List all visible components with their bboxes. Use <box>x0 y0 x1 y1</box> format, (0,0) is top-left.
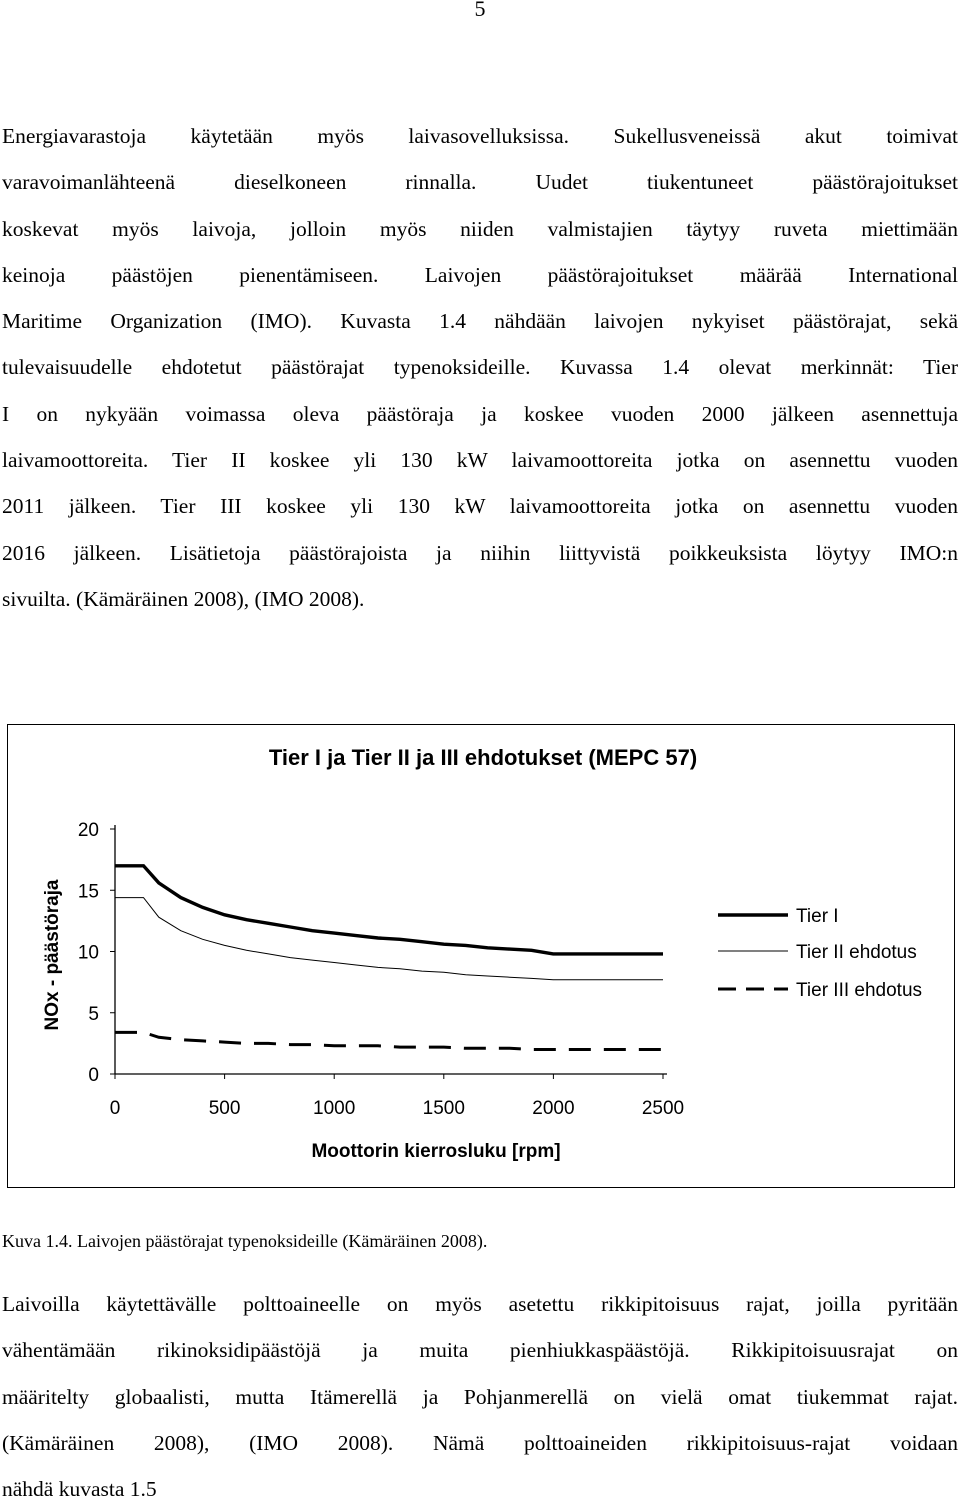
y-axis-label: NOx - päästöraja <box>42 879 63 1031</box>
y-tick-label: 10 <box>77 942 99 964</box>
text-line: Laivoilla käytettävälle polttoaineelle on myös asetettu rikkipitoisuus rajat, joilla pyritään <box>2 1292 958 1316</box>
chart-series-lines <box>115 866 663 1050</box>
figure-caption: Kuva 1.4. Laivojen päästörajat typenoksideille (Kämäräinen 2008). <box>2 1231 488 1251</box>
y-tick-label: 20 <box>77 820 99 841</box>
text-line: varavoimanlähteenä dieselkoneen rinnalla. Uudet tiukentuneet päästörajoitukset <box>2 170 958 195</box>
chart-axes <box>115 825 667 1074</box>
x-tick-label: 2000 <box>532 1098 575 1119</box>
text-line: Maritime Organization (IMO). Kuvasta 1.4 nähdään laivojen nykyiset päästörajat, sekä <box>2 309 958 334</box>
series-line-1 <box>115 866 663 954</box>
x-tick-label: 1500 <box>422 1098 465 1119</box>
text-line: koskevat myös laivoja, jolloin myös niiden valmistajien täytyy ruveta miettimään <box>2 216 958 241</box>
chart-title: Tier I ja Tier II ja III ehdotukset (MEPC 57) <box>268 745 698 770</box>
text-line: tulevaisuudelle ehdotetut päästörajat typenoksideille. Kuvassa 1.4 olevat merkinnät: Tier <box>2 355 958 380</box>
text-line: määritelty globaalisti, mutta Itämerellä ja Pohjanmerellä on vielä omat tiukemmat rajat. <box>2 1384 958 1409</box>
figure-nox-chart <box>7 724 955 1188</box>
text-line: I on nykyään voimassa oleva päästöraja ja koskee vuoden 2000 jälkeen asennettuja <box>2 401 958 426</box>
x-tick-label: 2500 <box>641 1098 685 1119</box>
text-line: 2016 jälkeen. Lisätietoja päästörajoista ja niihin liittyvistä poikkeuksista löytyy IMO:n <box>2 540 958 565</box>
legend-label-3: Tier III ehdotus <box>796 980 923 1001</box>
x-tick-label: 0 <box>109 1098 121 1119</box>
text-line: (Kämäräinen 2008), (IMO 2008). Nämä polttoaineiden rikkipitoisuus-rajat voidaan <box>2 1430 958 1455</box>
text-line: Energiavarastoja käytetään myös laivasovelluksissa. Sukellusveneissä akut toimivat <box>2 124 958 148</box>
text-line: sivuilta. (Kämäräinen 2008), (IMO 2008). <box>2 586 365 611</box>
x-tick-label: 1000 <box>313 1098 356 1119</box>
text-line: nähdä kuvasta 1.5 <box>2 1477 157 1502</box>
legend-label-1: Tier I <box>796 906 839 927</box>
paragraph-imo-emission-limits <box>2 113 958 622</box>
x-tick-label: 500 <box>208 1098 241 1119</box>
text-line: 2011 jälkeen. Tier III koskee yli 130 kW laivamoottoreita jotka on asennettu vuoden <box>2 494 958 519</box>
legend-label-2: Tier II ehdotus <box>796 942 917 963</box>
page-number: 5 <box>474 0 486 21</box>
text-line: vähentämään rikinoksidipäästöjä ja muita pienhiukkaspäästöjä. Rikkipitoisuusrajat on <box>2 1338 958 1363</box>
y-tick-label: 15 <box>77 881 99 903</box>
text-line: keinoja päästöjen pienentämiseen. Laivojen päästörajoitukset määrää International <box>2 262 958 287</box>
nox-limit-chart <box>8 725 954 1187</box>
x-axis-label: Moottorin kierrosluku [rpm] <box>311 1141 561 1162</box>
paragraph-sulfur-limits <box>2 1281 958 1512</box>
series-line-3 <box>115 1032 663 1049</box>
y-tick-label: 0 <box>88 1065 99 1086</box>
text-line: laivamoottoreita. Tier II koskee yli 130 kW laivamoottoreita jotka on asennettu vuoden <box>2 448 958 473</box>
chart-legend <box>718 906 922 1001</box>
y-tick-label: 5 <box>88 1003 99 1025</box>
